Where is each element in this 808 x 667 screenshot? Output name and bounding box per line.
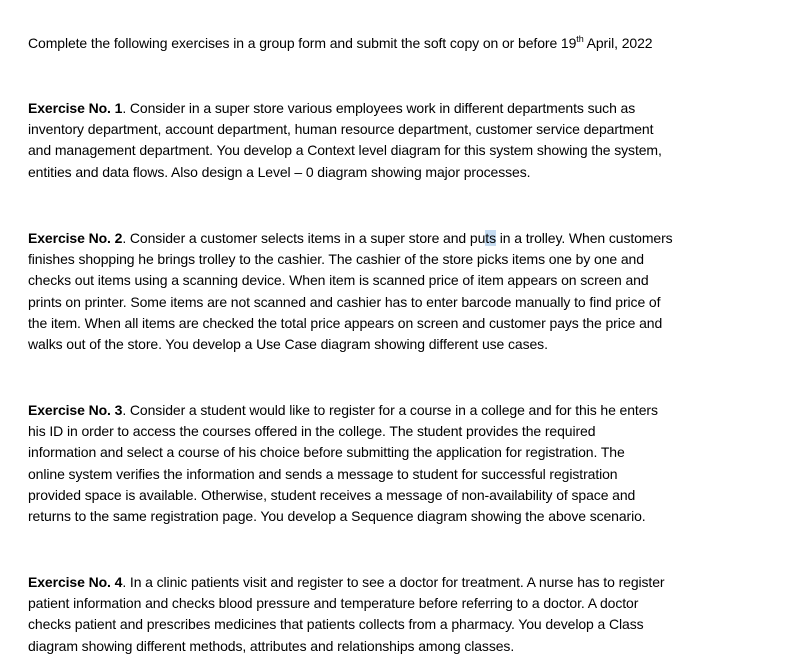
exercise-4-text: . In a clinic patients visit and register to see a doctor for treatment. A nurse has to register	[122, 574, 665, 590]
exercise-2-text: in a trolley. When customers	[495, 230, 673, 246]
instructions-text	[28, 33, 652, 54]
exercise-4-label: Exercise No. 4	[28, 574, 123, 590]
exercise-2	[28, 228, 723, 355]
exercise-4-line: diagram showing different methods, attributes and relationships among classes.	[28, 637, 515, 654]
exercise-2-label: Exercise No. 2	[28, 230, 123, 246]
exercise-3-label: Exercise No. 3	[28, 402, 123, 418]
exercise-4	[28, 572, 723, 657]
exercise-3-text: . Consider a student would like to register for a course in a college and for this he enters	[122, 402, 658, 418]
exercise-4-line: checks patient and prescribes medicines that patients collects from a pharmacy. You develop a Class	[28, 616, 644, 633]
exercise-3	[28, 400, 723, 527]
exercise-2-line: checks out items using a scanning device. When item is scanned price of item appears on screen and	[28, 272, 649, 289]
instructions-main: Complete the following exercises in a group form and submit the soft copy on or before 19	[28, 35, 577, 51]
text-selection-highlight[interactable]: ts	[485, 230, 496, 246]
exercise-3-line	[28, 400, 723, 421]
exercise-2-line	[28, 228, 723, 249]
exercise-1-line: entities and data flows. Also design a Level – 0 diagram showing major processes.	[28, 163, 531, 180]
exercise-1	[28, 98, 723, 183]
exercise-4-line: patient information and checks blood pressure and temperature before referring to a doctor. A doctor	[28, 595, 639, 612]
exercise-2-line: walks out of the store. You develop a Use Case diagram showing different use cases.	[28, 336, 548, 353]
ordinal-suffix: th	[576, 34, 584, 44]
exercise-2-line: prints on printer. Some items are not scanned and cashier has to enter barcode manually to find price of	[28, 293, 661, 310]
exercise-4-line	[28, 572, 723, 593]
exercise-3-line: his ID in order to access the courses offered in the college. The student provides the required	[28, 423, 596, 440]
exercise-2-text: . Consider a customer selects items in a super store and pu	[122, 230, 486, 246]
exercise-1-text: . Consider in a super store various employees work in different departments such as	[122, 100, 636, 116]
exercise-2-line: finishes shopping he brings trolley to the cashier. The cashier of the store picks items one by one and	[28, 251, 644, 268]
exercise-3-line: provided space is available. Otherwise, student receives a message of non-availability of space and	[28, 486, 636, 503]
exercise-1-label: Exercise No. 1	[28, 100, 123, 116]
exercise-1-line	[28, 98, 723, 119]
exercise-2-line: the item. When all items are checked the total price appears on screen and customer pays the price and	[28, 314, 663, 331]
exercise-1-line: inventory department, account department, human resource department, customer service department	[28, 121, 654, 138]
exercise-3-line: information and select a course of his choice before submitting the application for registration. The	[28, 444, 625, 461]
exercise-3-line: online system verifies the information and sends a message to student for successful registration	[28, 465, 618, 482]
instructions-date: April, 2022	[583, 35, 653, 51]
exercise-1-line: and management department. You develop a Context level diagram for this system showing the system,	[28, 142, 662, 159]
exercise-3-line: returns to the same registration page. You develop a Sequence diagram showing the above scenario.	[28, 508, 646, 525]
